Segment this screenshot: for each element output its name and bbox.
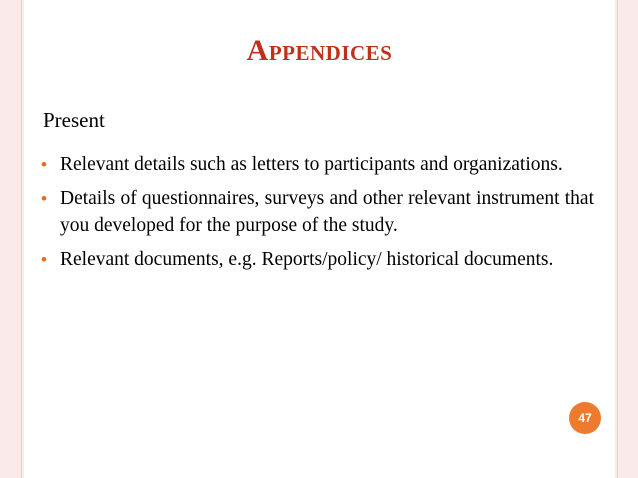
left-border-line xyxy=(21,0,22,478)
bullet-text: Relevant details such as letters to participants and organizations. xyxy=(60,154,563,175)
intro-text: Present xyxy=(43,108,105,132)
bullet-icon: • xyxy=(41,189,47,208)
right-border-line xyxy=(617,0,618,478)
page-number-badge: 47 xyxy=(569,402,601,434)
bullet-icon: • xyxy=(41,155,47,174)
bullet-item xyxy=(41,246,594,273)
bullet-icon: • xyxy=(41,250,47,269)
bullet-list xyxy=(41,151,594,280)
slide-title: Appendices xyxy=(246,34,393,67)
bullet-text: Details of questionnaires, surveys and other relevant instrument that you developed for the purpose of the study. xyxy=(60,188,594,236)
bullet-item xyxy=(41,185,594,239)
bullet-text: Relevant documents, e.g. Reports/policy/ historical documents. xyxy=(60,249,554,270)
bullet-item xyxy=(41,151,594,178)
slide xyxy=(24,0,615,478)
